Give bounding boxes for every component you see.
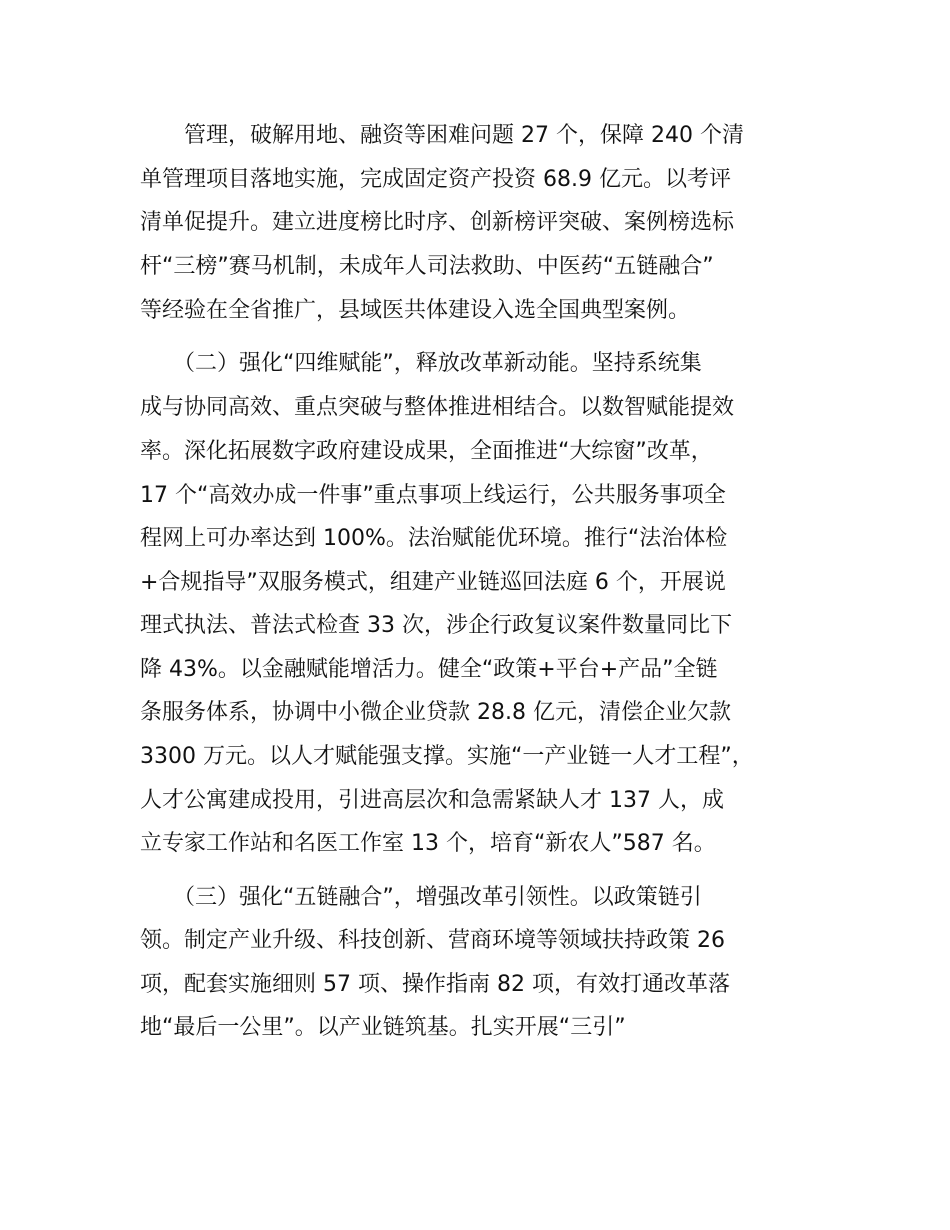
text-line: 人才公寓建成投用，引进高层次和急需紧缺人才 137 人，成 [140,788,724,813]
text-line: +合规指导”双服务模式，组建产业链巡回法庭 6 个，开展说 [140,570,726,595]
text-line: 成与协同高效、重点突破与整体推进相结合。以数智赋能提效 [140,395,735,420]
text-line: 领。制定产业升级、科技创新、营商环境等领域扶持政策 26 [140,928,725,953]
text-line: 单管理项目落地实施，完成固定资产投资 68.9 亿元。以考评 [140,167,731,192]
text-line: 程网上可办率达到 100%。法治赋能优环境。推行“法治体检 [140,526,728,551]
text-line: 项，配套实施细则 57 项、操作指南 82 项，有效打通改革落 [140,972,730,997]
text-line: （二）强化“四维赋能”，释放改革新动能。坚持系统集 [140,351,702,376]
text-line: （三）强化“五链融合”，增强改革引领性。以政策链引 [140,885,702,910]
text-line: 17 个“高效办成一件事”重点事项上线运行，公共服务事项全 [140,483,726,508]
text-line: 降 43%。以金融赋能增活力。健全“政策+平台+产品”全链 [140,657,718,682]
text-line: 杆“三榜”赛马机制，未成年人司法救助、中医药“五链融合” [140,254,714,279]
text-line: 管理，破解用地、融资等困难问题 27 个，保障 240 个清 [140,123,744,148]
text-line: 3300 万元。以人才赋能强支撑。实施“一产业链一人才工程”， [140,744,754,769]
text-line: 等经验在全省推广，县域医共体建设入选全国典型案例。 [140,298,691,323]
text-line: 立专家工作站和名医工作室 13 个，培育“新农人”587 名。 [140,831,716,856]
text-line: 理式执法、普法式检查 33 次，涉企行政复议案件数量同比下 [140,613,732,638]
text-line: 清单促提升。建立进度榜比时序、创新榜评突破、案例榜选标 [140,210,735,235]
text-line: 率。深化拓展数字政府建设成果，全面推进“大综窗”改革， [140,439,713,464]
text-line: 条服务体系，协调中小微企业贷款 28.8 亿元，清偿企业欠款 [140,700,731,725]
text-line: 地“最后一公里”。以产业链筑基。扎实开展“三引” [140,1015,626,1040]
